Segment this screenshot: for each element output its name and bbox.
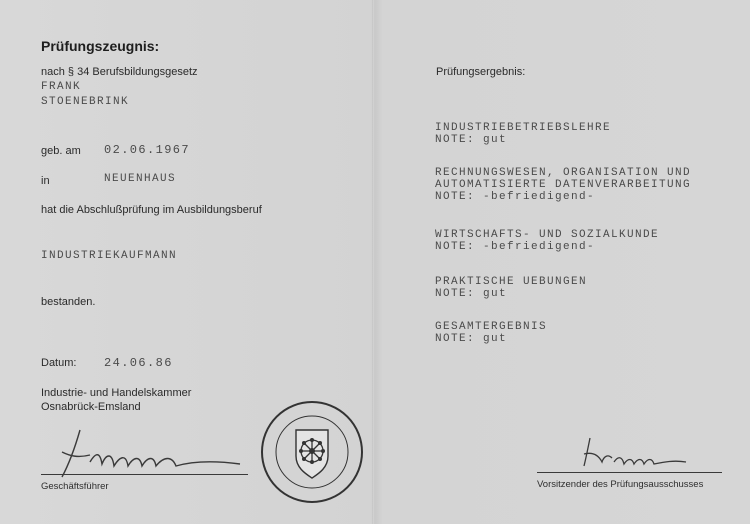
subject-block bbox=[435, 321, 547, 345]
chamber-name-line2: Osnabrück-Emsland bbox=[41, 401, 141, 413]
seal-graphic bbox=[258, 398, 366, 506]
subject-name: PRAKTISCHE UEBUNGEN bbox=[435, 276, 588, 288]
birth-date: 02.06.1967 bbox=[104, 143, 191, 157]
subject-block bbox=[435, 122, 611, 146]
subject-name: GESAMTERGEBNIS bbox=[435, 321, 548, 333]
certificate-title: Prüfungszeugnis: bbox=[41, 38, 160, 54]
subject-block bbox=[435, 229, 659, 253]
subject-grade: NOTE: gut bbox=[435, 333, 508, 345]
first-name: FRANK bbox=[41, 81, 82, 93]
profession: INDUSTRIEKAUFMANN bbox=[41, 250, 178, 262]
issue-date: 24.06.86 bbox=[104, 356, 173, 370]
subject-block bbox=[435, 276, 587, 300]
date-label: Datum: bbox=[41, 357, 77, 369]
chairman-caption: Vorsitzender des Prüfungsausschusses bbox=[537, 479, 704, 490]
right-signature-line bbox=[537, 472, 722, 473]
subject-grade: NOTE: gut bbox=[435, 134, 508, 146]
passed-text: bestanden. bbox=[41, 296, 96, 308]
birth-label: geb. am bbox=[41, 145, 81, 157]
birth-place: NEUENHAUS bbox=[104, 173, 177, 185]
place-label: in bbox=[41, 175, 50, 187]
subject-name: RECHNUNGSWESEN, ORGANISATION UND bbox=[435, 167, 692, 179]
managing-director-caption: Geschäftsführer bbox=[41, 481, 109, 492]
subject-name: WIRTSCHAFTS- UND SOZIALKUNDE bbox=[435, 229, 660, 241]
subject-grade: NOTE: gut bbox=[435, 288, 508, 300]
subject-name: AUTOMATISIERTE DATENVERARBEITUNG bbox=[435, 179, 692, 191]
subject-block bbox=[435, 167, 691, 203]
results-title: Prüfungsergebnis: bbox=[436, 66, 526, 78]
last-name: STOENEBRINK bbox=[41, 96, 130, 108]
law-reference: nach § 34 Berufsbildungsgesetz bbox=[41, 66, 198, 78]
left-signature-line bbox=[41, 474, 248, 475]
chairman-signature bbox=[580, 432, 690, 474]
page-fold bbox=[372, 0, 374, 524]
subject-grade: NOTE: -befriedigend- bbox=[435, 241, 596, 253]
chamber-name-line1: Industrie- und Handelskammer bbox=[41, 387, 192, 399]
official-seal bbox=[258, 398, 366, 506]
exam-statement: hat die Abschlußprüfung im Ausbildungsberuf bbox=[41, 204, 262, 216]
subject-name: INDUSTRIEBETRIEBSLEHRE bbox=[435, 122, 612, 134]
subject-grade: NOTE: -befriedigend- bbox=[435, 191, 596, 203]
